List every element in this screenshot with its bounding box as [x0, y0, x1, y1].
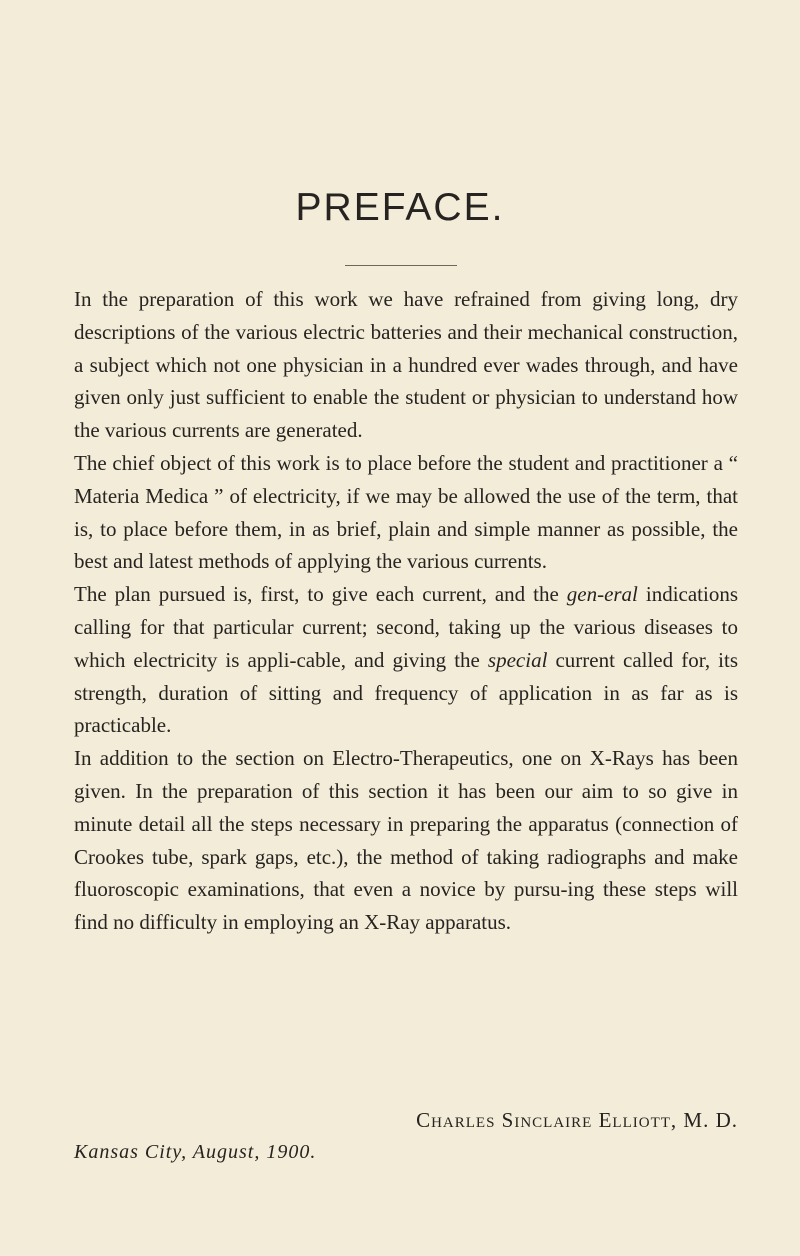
author-signature: Charles Sinclaire Elliott, M. D.: [416, 1108, 738, 1132]
title-divider: [345, 265, 457, 266]
place-and-date: Kansas City, August, 1900.: [74, 1141, 317, 1163]
paragraph-3-italic-special: special: [487, 647, 548, 672]
paragraph-3-part-1: The plan pursued is, first, to give each current, and the: [74, 582, 567, 607]
preface-body: [74, 283, 738, 939]
paragraph-4: In addition to the section on Electro-Therapeutics, one on X-Rays has been given. In the preparation of this section it has been our aim to so give in minute detail all the steps necessary in preparing the apparatus (connection of Crookes tube, spark gaps, etc.), the method of taking radiographs and make fluoroscopic examinations, that even a novice by pursu-ing these steps will find no difficulty in employing an X-Ray apparatus.: [74, 746, 738, 935]
paragraph-1: In the preparation of this work we have refrained from giving long, dry descriptions of the various electric batteries and their mechanical construction, a subject which not one physician in a hundred ever wades through, and have given only just sufficient to enable the student or physician to understand how the various currents are generated.: [74, 287, 738, 443]
paragraph-3-part-2: indications calling for that particular current; second, taking up the various diseases to which electricity is appli-cable, and giving the: [74, 582, 739, 672]
page-title: PREFACE.: [295, 186, 505, 229]
paragraph-2: The chief object of this work is to place before the student and practitioner a “ Materia Medica ” of electricity, if we may be allowed the use of the term, that is, to place before them, in as brief, plain and simple manner as possible, the best and latest methods of applying the various currents.: [74, 450, 738, 574]
paragraph-3: [74, 578, 738, 742]
paragraph-3-part-3: current called for, its strength, duration of sitting and frequency of application in as far as is practicable.: [74, 647, 738, 738]
paragraph-3-italic-general: gen-eral: [566, 582, 638, 607]
